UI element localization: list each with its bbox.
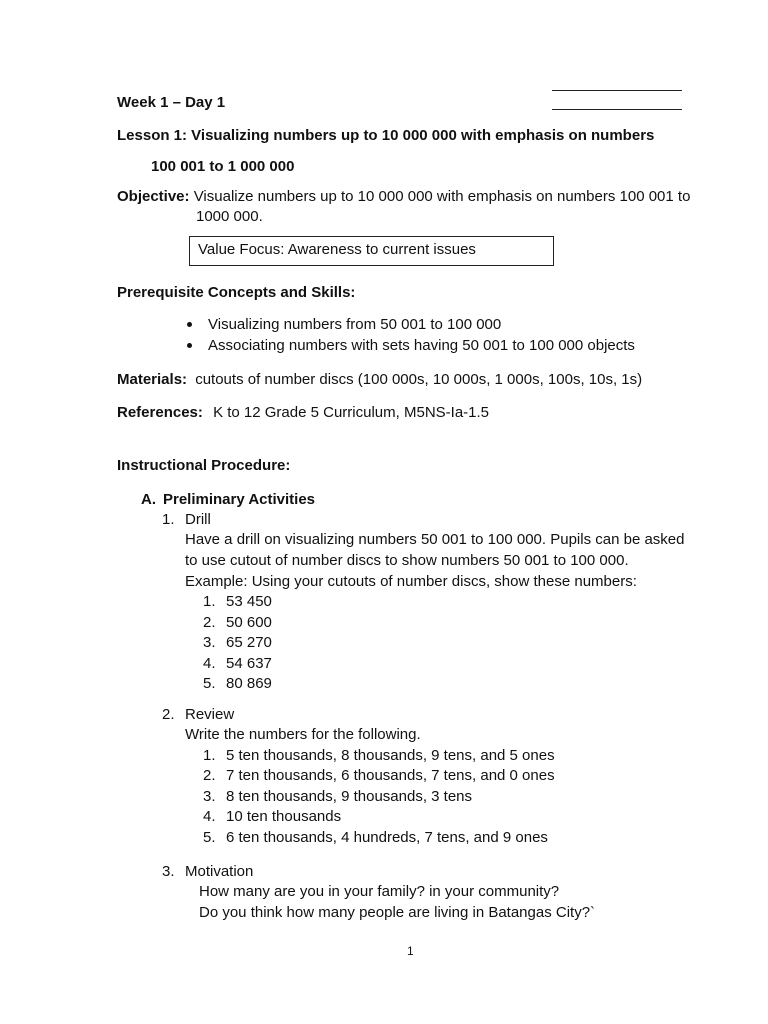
motivation-question-1: How many are you in your family? in your community? bbox=[199, 883, 560, 900]
review-item-number: 3. bbox=[203, 788, 216, 805]
date-blank-line bbox=[552, 109, 682, 110]
review-item-number: 2. bbox=[203, 767, 216, 784]
lesson-title-line1: Lesson 1: Visualizing numbers up to 10 000 000 with emphasis on numbers bbox=[117, 127, 655, 144]
materials-text: cutouts of number discs (100 000s, 10 000s, 1 000s, 100s, 10s, 1s) bbox=[195, 371, 643, 388]
review-item-number: 1. bbox=[203, 747, 216, 764]
section-a-title: Preliminary Activities bbox=[163, 491, 316, 508]
objective bbox=[117, 188, 690, 205]
drill-item-number: 2. bbox=[203, 614, 216, 631]
references-label: References: bbox=[117, 404, 203, 421]
review-instruction: Write the numbers for the following. bbox=[185, 726, 421, 743]
drill-item-number: 1. bbox=[203, 593, 216, 610]
drill-item: 65 270 bbox=[226, 634, 272, 651]
drill-example: Example: Using your cutouts of number discs, show these numbers: bbox=[185, 573, 637, 590]
drill-item: 80 869 bbox=[226, 675, 272, 692]
motivation-question-2: Do you think how many people are living in Batangas City?` bbox=[199, 904, 596, 921]
review-item: 7 ten thousands, 6 thousands, 7 tens, and 0 ones bbox=[226, 767, 555, 784]
materials-label: Materials: bbox=[117, 371, 188, 388]
materials bbox=[117, 371, 642, 388]
week-day-heading: Week 1 – Day 1 bbox=[117, 94, 226, 111]
drill-item-number: 5. bbox=[203, 675, 216, 692]
drill-title: Drill bbox=[185, 511, 211, 528]
motivation-title: Motivation bbox=[185, 863, 254, 880]
section-a-marker: A. bbox=[141, 491, 156, 508]
drill-text-line2: to use cutout of number discs to show numbers 50 001 to 100 000. bbox=[185, 552, 629, 569]
procedure-heading: Instructional Procedure: bbox=[117, 457, 291, 474]
review-item: 5 ten thousands, 8 thousands, 9 tens, and 5 ones bbox=[226, 747, 555, 764]
references-text: K to 12 Grade 5 Curriculum, M5NS-Ia-1.5 bbox=[213, 404, 490, 421]
review-item-number: 4. bbox=[203, 808, 216, 825]
bullet-icon bbox=[187, 343, 192, 348]
page-number: 1 bbox=[407, 944, 414, 958]
review-number: 2. bbox=[162, 706, 175, 723]
drill-item: 53 450 bbox=[226, 593, 272, 610]
review-item: 8 ten thousands, 9 thousands, 3 tens bbox=[226, 788, 473, 805]
drill-item: 50 600 bbox=[226, 614, 272, 631]
objective-text-line2: 1000 000. bbox=[196, 208, 263, 225]
drill-text-line1: Have a drill on visualizing numbers 50 001 to 100 000. Pupils can be asked bbox=[185, 531, 685, 548]
drill-item-number: 4. bbox=[203, 655, 216, 672]
review-item: 6 ten thousands, 4 hundreds, 7 tens, and 9 ones bbox=[226, 829, 548, 846]
objective-label: Objective: bbox=[117, 188, 190, 205]
drill-number: 1. bbox=[162, 511, 175, 528]
name-blank-line bbox=[552, 90, 682, 91]
value-focus-text: Value Focus: Awareness to current issues bbox=[198, 241, 476, 258]
objective-text-line1: Visualize numbers up to 10 000 000 with emphasis on numbers 100 001 to bbox=[193, 188, 691, 205]
review-item: 10 ten thousands bbox=[226, 808, 342, 825]
lesson-title-line2: 100 001 to 1 000 000 bbox=[151, 158, 295, 175]
review-item-number: 5. bbox=[203, 829, 216, 846]
prerequisite-item: Visualizing numbers from 50 001 to 100 000 bbox=[208, 316, 502, 333]
prerequisite-item: Associating numbers with sets having 50 001 to 100 000 objects bbox=[208, 337, 635, 354]
drill-item-number: 3. bbox=[203, 634, 216, 651]
review-title: Review bbox=[185, 706, 235, 723]
motivation-number: 3. bbox=[162, 863, 175, 880]
bullet-icon bbox=[187, 322, 192, 327]
prerequisite-heading: Prerequisite Concepts and Skills: bbox=[117, 284, 356, 301]
drill-item: 54 637 bbox=[226, 655, 272, 672]
references bbox=[117, 404, 489, 421]
